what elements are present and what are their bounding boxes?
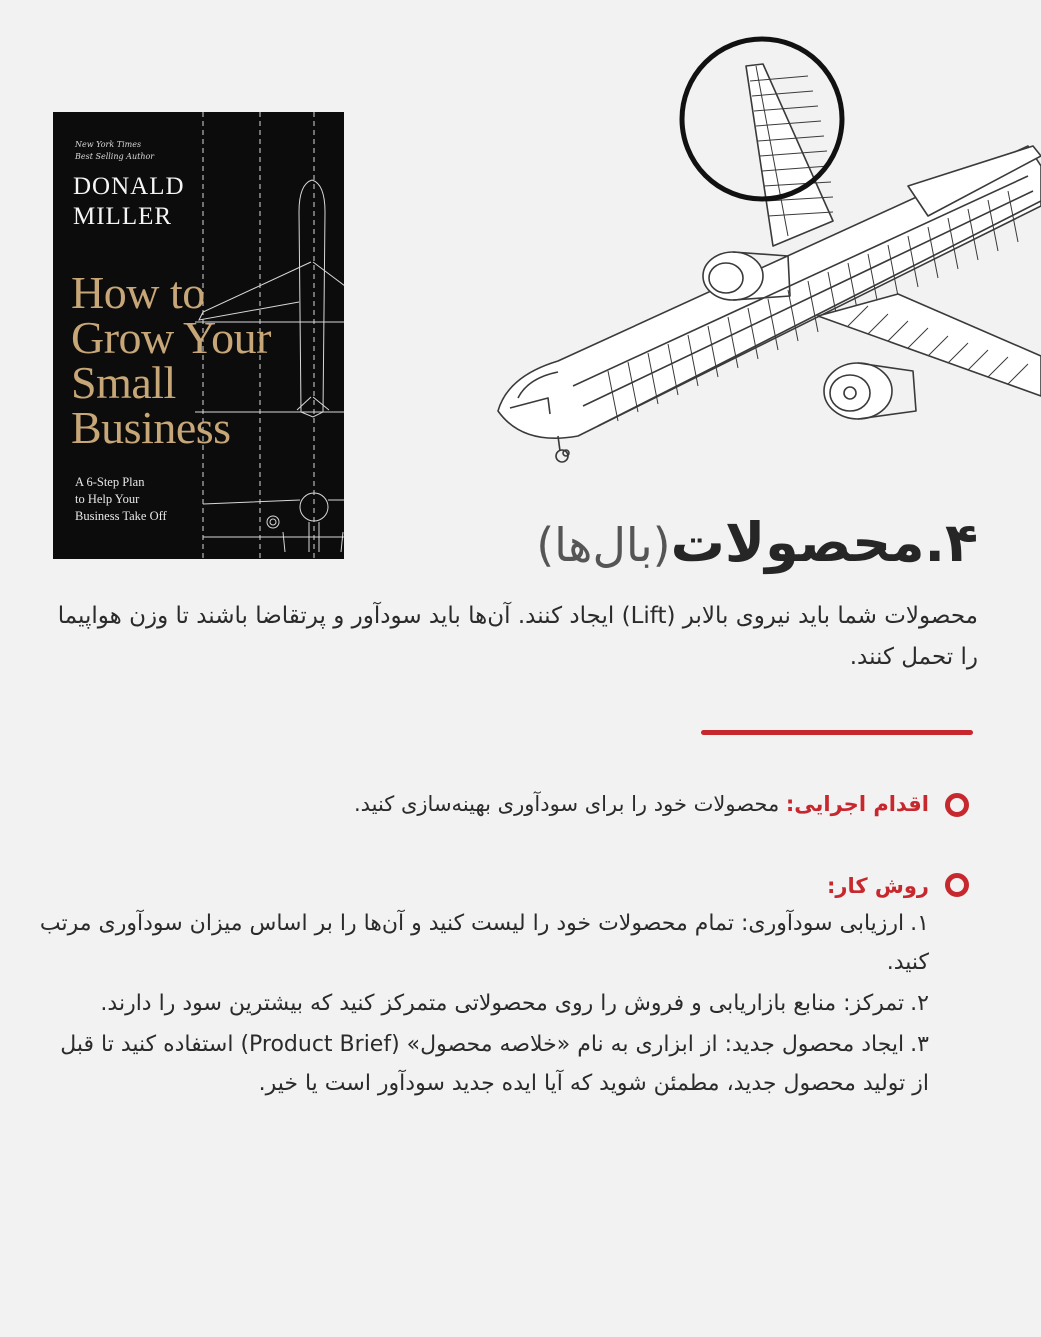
method-label: روش کار:: [826, 874, 929, 898]
step-number: ۲.: [910, 991, 929, 1016]
action-text: محصولات خود را برای سودآوری بهینه‌سازی کنید.: [353, 792, 786, 816]
book-cover: [53, 112, 344, 559]
title-parenthetical: (بال‌ها): [536, 518, 671, 572]
list-item: [39, 984, 929, 1023]
intro-paragraph: محصولات شما باید نیروی بالابر (Lift) ایجاد کنند. آن‌ها باید سودآور و پرتقاضا باشند تا وزن هواپیما را تحمل کنند.: [57, 603, 978, 670]
book-author: DONALD MILLER: [73, 173, 185, 230]
section-title: [536, 503, 978, 590]
list-item: [39, 1025, 929, 1103]
step-number: ۱.: [910, 911, 929, 936]
book-title: How to Grow Your Small Business: [71, 267, 271, 453]
step-text: ایجاد محصول جدید: از ابزاری به نام «خلاصه محصول» (Product Brief) استفاده کنید تا قبل از تولید محصول جدید، مطمئن شوید که آیا ایده جدید سودآور است یا خیر.: [60, 1032, 929, 1096]
list-item: [39, 904, 929, 982]
airplane-cutaway-illustration: [488, 26, 1041, 466]
action-item: [49, 782, 929, 826]
praise-text: New York Times Best Selling Author: [75, 140, 155, 161]
method-steps: [39, 904, 929, 1105]
title-main: ۴.محصولات: [670, 511, 978, 574]
step-text: تمرکز: منابع بازاریابی و فروش را روی محصولاتی متمرکز کنید که بیشترین سود را دارند.: [100, 991, 905, 1016]
divider-line: [701, 730, 973, 735]
bullet-circle-icon: [945, 873, 969, 897]
bullet-circle-icon: [945, 793, 969, 817]
action-label: اقدام اجرایی:: [785, 792, 929, 816]
step-number: ۳.: [910, 1032, 929, 1057]
book-subtitle: A 6-Step Plan to Help Your Business Take Off: [75, 475, 167, 523]
step-text: ارزیابی سودآوری: تمام محصولات خود را لیست کنید و آن‌ها را بر اساس میزان سودآوری مرتب کنید.: [39, 911, 929, 975]
